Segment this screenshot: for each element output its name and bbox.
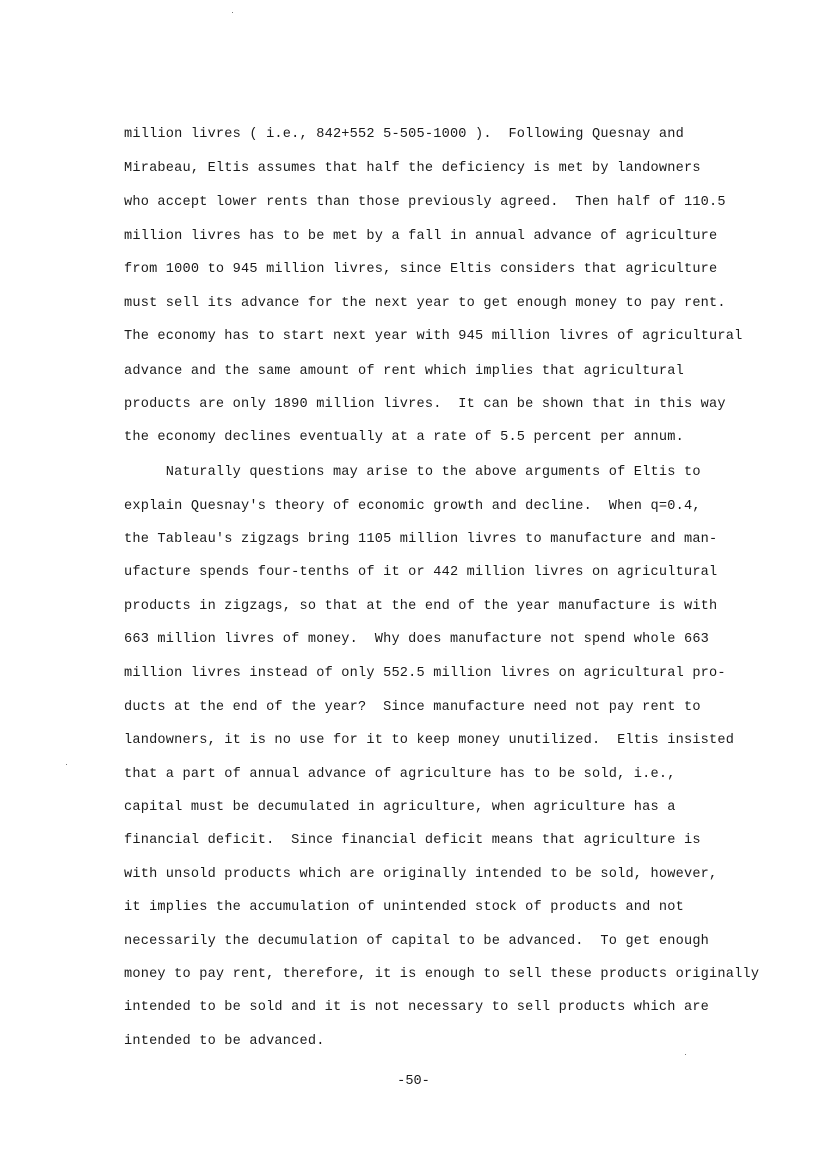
text-line: that a part of annual advance of agriculture has to be sold, i.e., [124,767,676,782]
text-line: advance and the same amount of rent which implies that agricultural [124,364,684,379]
text-line: necessarily the decumulation of capital to be advanced. To get enough [124,934,710,949]
page-number: -50- [397,1074,430,1089]
text-line: million livres instead of only 552.5 million livres on agricultural pro- [124,666,726,681]
text-line: who accept lower rents than those previously agreed. Then half of 110.5 [124,195,726,210]
text-line: landowners, it is no use for it to keep money unutilized. Eltis insisted [124,733,735,748]
text-line: financial deficit. Since financial deficit means that agriculture is [124,833,701,848]
text-line: it implies the accumulation of unintended stock of products and not [124,900,684,915]
text-line: intended to be sold and it is not necessary to sell products which are [124,1000,710,1015]
text-line: explain Quesnay's theory of economic growth and decline. When q=0.4, [124,499,701,514]
scan-speck [685,1054,686,1055]
text-line: capital must be decumulated in agriculture, when agriculture has a [124,800,676,815]
text-line: with unsold products which are originally intended to be sold, however, [124,867,718,882]
text-line: million livres has to be met by a fall in annual advance of agriculture [124,229,718,244]
text-line: money to pay rent, therefore, it is enough to sell these products originally [124,967,760,982]
text-line: products in zigzags, so that at the end of the year manufacture is with [124,599,718,614]
text-line: intended to be advanced. [124,1034,325,1049]
text-line: The economy has to start next year with 945 million livres of agricultural [124,329,743,344]
text-line: million livres ( i.e., 842+552 5-505-1000 ). Following Quesnay and [124,127,684,142]
text-line: must sell its advance for the next year to get enough money to pay rent. [124,296,726,311]
text-line: ufacture spends four-tenths of it or 442 million livres on agricultural [124,565,718,580]
text-line: Mirabeau, Eltis assumes that half the deficiency is met by landowners [124,161,701,176]
text-line: 663 million livres of money. Why does manufacture not spend whole 663 [124,632,710,647]
text-line: from 1000 to 945 million livres, since Eltis considers that agriculture [124,262,718,277]
text-line: products are only 1890 million livres. It can be shown that in this way [124,397,726,412]
scan-speck [232,12,233,13]
text-line: the Tableau's zigzags bring 1105 million livres to manufacture and man- [124,532,718,547]
scan-speck [66,764,67,765]
text-line: Naturally questions may arise to the above arguments of Eltis to [124,465,701,480]
text-line: the economy declines eventually at a rate of 5.5 percent per annum. [124,430,684,445]
text-line: ducts at the end of the year? Since manufacture need not pay rent to [124,700,701,715]
